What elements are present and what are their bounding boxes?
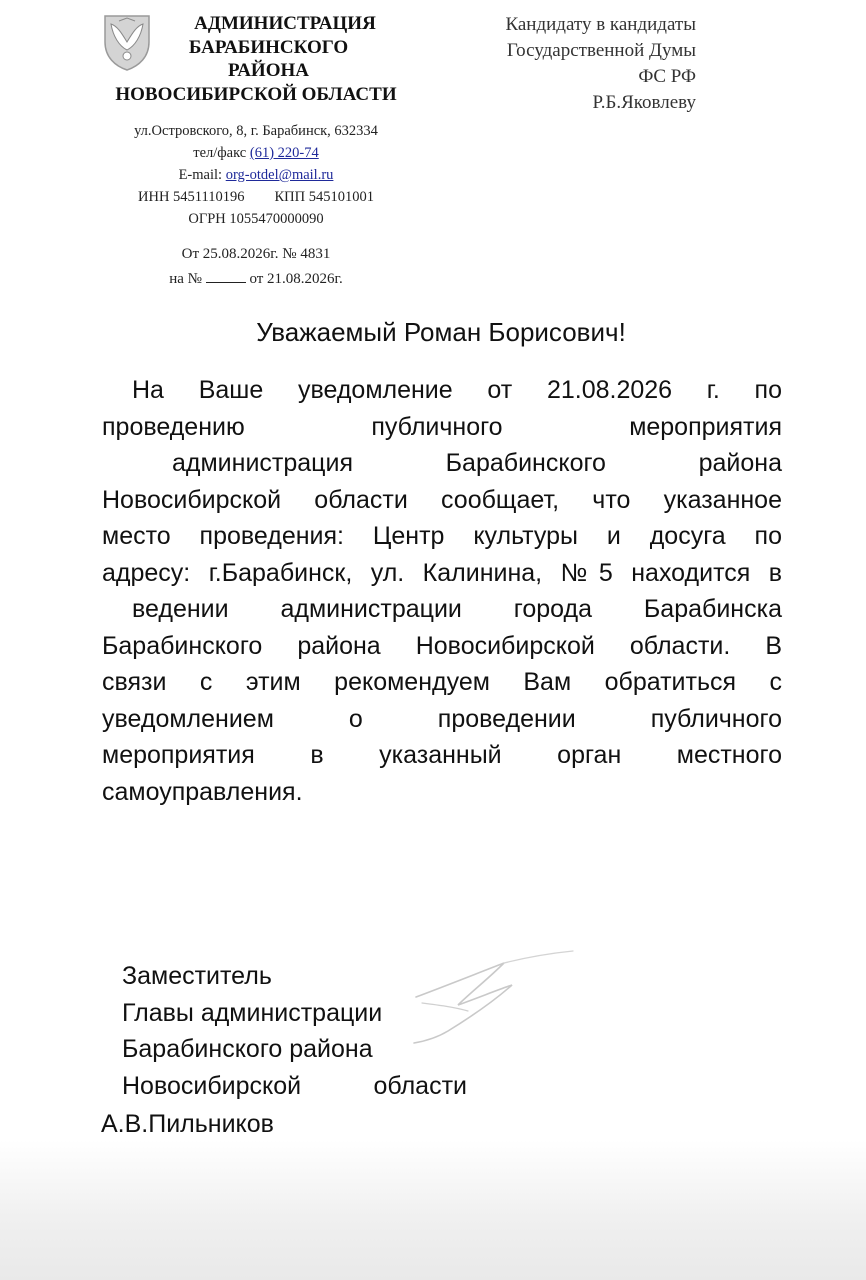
- outgoing-number: От 25.08.2026г. № 4831: [181, 246, 331, 262]
- org-name-line: РАЙОНА: [228, 60, 309, 81]
- address: ул.Островского, 8, г. Барабинск, 632334: [134, 123, 378, 139]
- blank-line: [206, 268, 246, 283]
- letter-body: [102, 372, 782, 810]
- signer-title-word: Новосибирской: [122, 1071, 302, 1100]
- body-line: адресу: г.Барабинск, ул. Калинина, №5 находится в: [102, 558, 782, 587]
- email-label: E-mail:: [178, 167, 226, 183]
- contact-block: [100, 120, 412, 230]
- body-line: ведении администрации города Барабинска: [132, 595, 782, 623]
- email-link[interactable]: org-otdel@mail.ru: [225, 167, 334, 183]
- signer-title-word: области: [373, 1071, 467, 1100]
- kpp: КПП 545101001: [274, 189, 374, 205]
- organization-name: [100, 12, 412, 106]
- body-line: место проведения: Центр культуры и досуга по: [102, 522, 782, 550]
- recipient-line: Государственной Думы: [506, 40, 696, 61]
- body-line: проведению публичного мероприятия: [102, 412, 782, 441]
- signer-name: А.В.Пильников: [101, 1110, 274, 1138]
- incoming-suffix: от 21.08.2026г.: [249, 271, 343, 287]
- body-line: связи с этим рекомендуем Вам обратиться с: [102, 668, 782, 696]
- recipient-block: [440, 12, 696, 116]
- incoming-number: [100, 267, 412, 292]
- email-line: [100, 164, 412, 186]
- body-line: уведомлением о проведении публичного: [102, 704, 782, 733]
- org-name-line: НОВОСИБИРСКОЙ ОБЛАСТИ: [115, 83, 397, 105]
- tax-ids: [100, 186, 412, 208]
- phone-link[interactable]: (61) 220-74: [249, 145, 319, 161]
- inn: ИНН 5451110196: [138, 189, 245, 205]
- body-line: администрация Барабинского района: [172, 449, 782, 477]
- body-line: На Ваше уведомление от 21.08.2026 г. по: [132, 376, 782, 404]
- recipient-line: Р.Б.Яковлеву: [592, 92, 696, 113]
- bottom-shadow: [0, 1140, 866, 1280]
- signer-title-line: Барабинского района: [122, 1035, 373, 1063]
- body-line: самоуправления.: [102, 777, 303, 806]
- reference-block: [100, 242, 412, 292]
- phone-line: [100, 142, 412, 164]
- org-name-line: АДМИНИСТРАЦИЯ: [194, 13, 376, 34]
- body-line: Барабинского района Новосибирской области. В: [102, 631, 782, 660]
- recipient-line: ФС РФ: [638, 66, 696, 87]
- signer-title-line: Главы администрации: [122, 998, 383, 1027]
- phone-label: тел/факс: [193, 145, 250, 161]
- incoming-prefix: на №: [169, 271, 202, 287]
- body-line: Новосибирской области сообщает, что указанное: [102, 485, 782, 514]
- greeting: Уважаемый Роман Борисович!: [256, 317, 626, 347]
- body-line: мероприятия в указанный орган местного: [102, 741, 782, 769]
- ogrn: ОГРН 1055470000090: [188, 211, 324, 227]
- org-name-line: БАРАБИНСКОГО: [188, 36, 349, 58]
- signature-block: [122, 958, 482, 1104]
- signer-title-line: [122, 1068, 467, 1105]
- recipient-line: Кандидату в кандидаты: [505, 14, 696, 35]
- signer-title-line: Заместитель: [122, 962, 272, 990]
